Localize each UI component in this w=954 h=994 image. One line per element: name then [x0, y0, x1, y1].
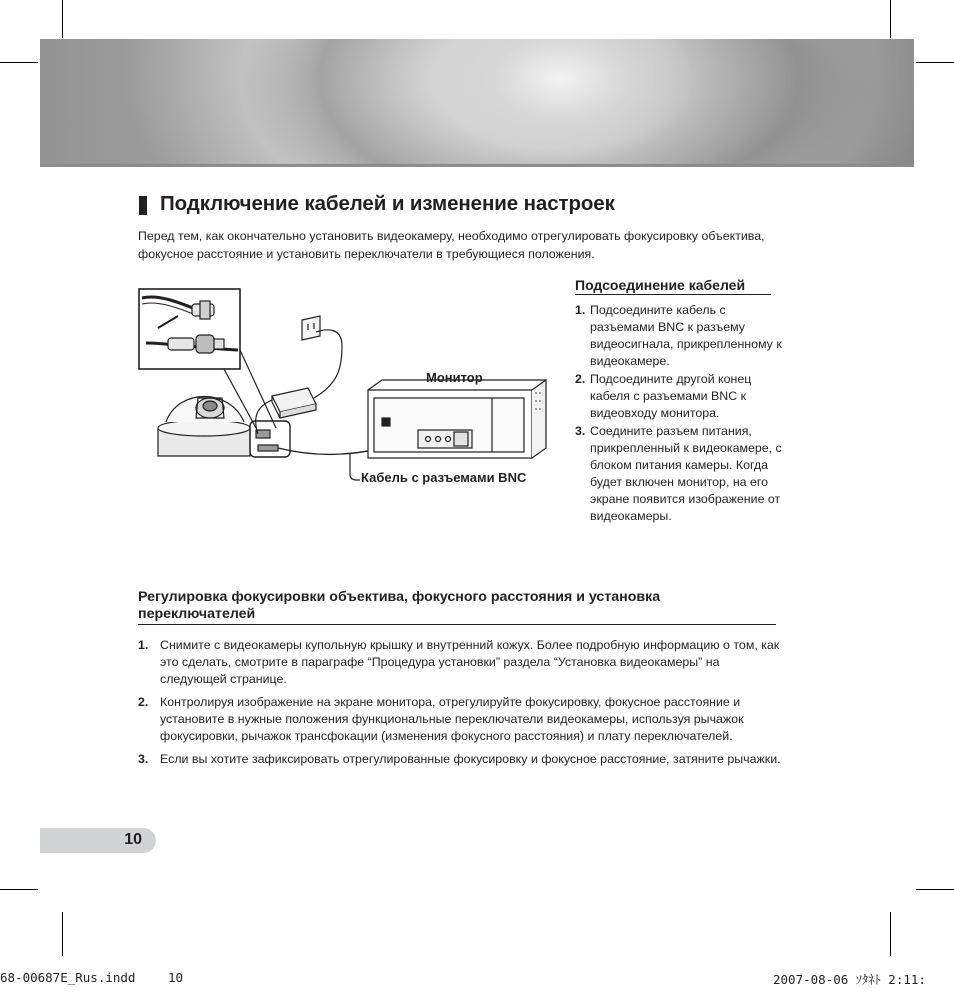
step-number: 1. — [575, 303, 586, 317]
crop-mark — [890, 912, 891, 956]
crop-mark — [62, 0, 63, 38]
page-title: Подключение кабелей и изменение настроек — [160, 192, 615, 215]
header-banner-image — [40, 39, 914, 167]
page-number-badge — [40, 828, 156, 853]
list-item — [575, 302, 785, 370]
footer-page: 10 — [168, 970, 184, 985]
power-cable — [256, 400, 272, 434]
intro-paragraph: Перед тем, как окончательно установить видеокамеру, необходимо отрегулировать фокусировку объектива, фокусное расстояние и установить переключатели в требующиеся положения. — [138, 229, 765, 261]
step-number: 2. — [138, 695, 149, 709]
footer-filename: 68-00687E_Rus.indd — [0, 970, 136, 985]
power-adapter-drawing — [272, 388, 316, 418]
list-item — [138, 637, 788, 688]
page-number: 10 — [124, 831, 142, 848]
step-text: Подсоедините другой конец кабеля с разъемами BNC к видеовходу монитора. — [590, 372, 752, 420]
wall-outlet-drawing — [302, 316, 320, 340]
crop-mark — [62, 912, 63, 956]
crop-mark — [890, 0, 891, 38]
dome-camera-drawing — [158, 397, 250, 457]
bnc-closeup-inset — [139, 289, 240, 369]
list-item — [575, 423, 785, 525]
step-number: 2. — [575, 372, 586, 386]
crop-mark — [916, 62, 954, 63]
crop-mark — [916, 889, 954, 890]
footer-timestamp: 2007-08-06 ｿﾀﾈﾄ 2:11: — [773, 972, 926, 987]
step-text: Если вы хотите зафиксировать отрегулированные фокусировку и фокусное расстояние, затяните рычажки. — [160, 752, 781, 766]
cables-steps-list — [575, 302, 785, 526]
step-number: 3. — [575, 424, 586, 438]
cables-section-heading: Подсоединение кабелей — [575, 277, 771, 295]
diagram-label-monitor: Монитор — [426, 370, 483, 385]
crop-mark — [0, 889, 38, 890]
focus-section-heading: Регулировка фокусировки объектива, фокусного расстояния и установка переключателей — [138, 589, 776, 625]
step-text: Снимите с видеокамеры купольную крышку и внутренний кожух. Более подробную информацию о том, как это сделать, смотрите в параграфе “Процедура установки” раздела “Установка видеокамеры” на следующей странице. — [160, 638, 780, 686]
focus-steps-list — [138, 637, 788, 774]
step-text: Контролируя изображение на экране монитора, отрегулируйте фокусировку, фокусное расстояние и установите в нужные положения функциональные переключатели видеокамеры, используя рычажок фокусировки, рычажок трансфокации (изменения фокусного расстояния) и плату переключателей. — [160, 695, 744, 743]
monitor-drawing — [368, 380, 546, 458]
list-item — [138, 751, 788, 768]
step-number: 3. — [138, 752, 149, 766]
list-item — [138, 694, 788, 745]
diagram-label-bnc-cable: Кабель с разъемами BNC — [361, 470, 527, 485]
step-number: 1. — [138, 638, 149, 652]
step-text: Подсоедините кабель с разъемами BNC к разъему видеосигнала, прикрепленному к видеокамере. — [590, 303, 782, 368]
power-cable — [314, 330, 342, 398]
title-bullet-mark — [139, 196, 147, 215]
step-text: Соедините разъем питания, прикрепленный к видеокамере, с блоком питания камеры. Когда будет включен монитор, на его экране появится изображение от видеокамеры. — [590, 424, 782, 523]
list-item — [575, 371, 785, 422]
crop-mark — [0, 62, 38, 63]
